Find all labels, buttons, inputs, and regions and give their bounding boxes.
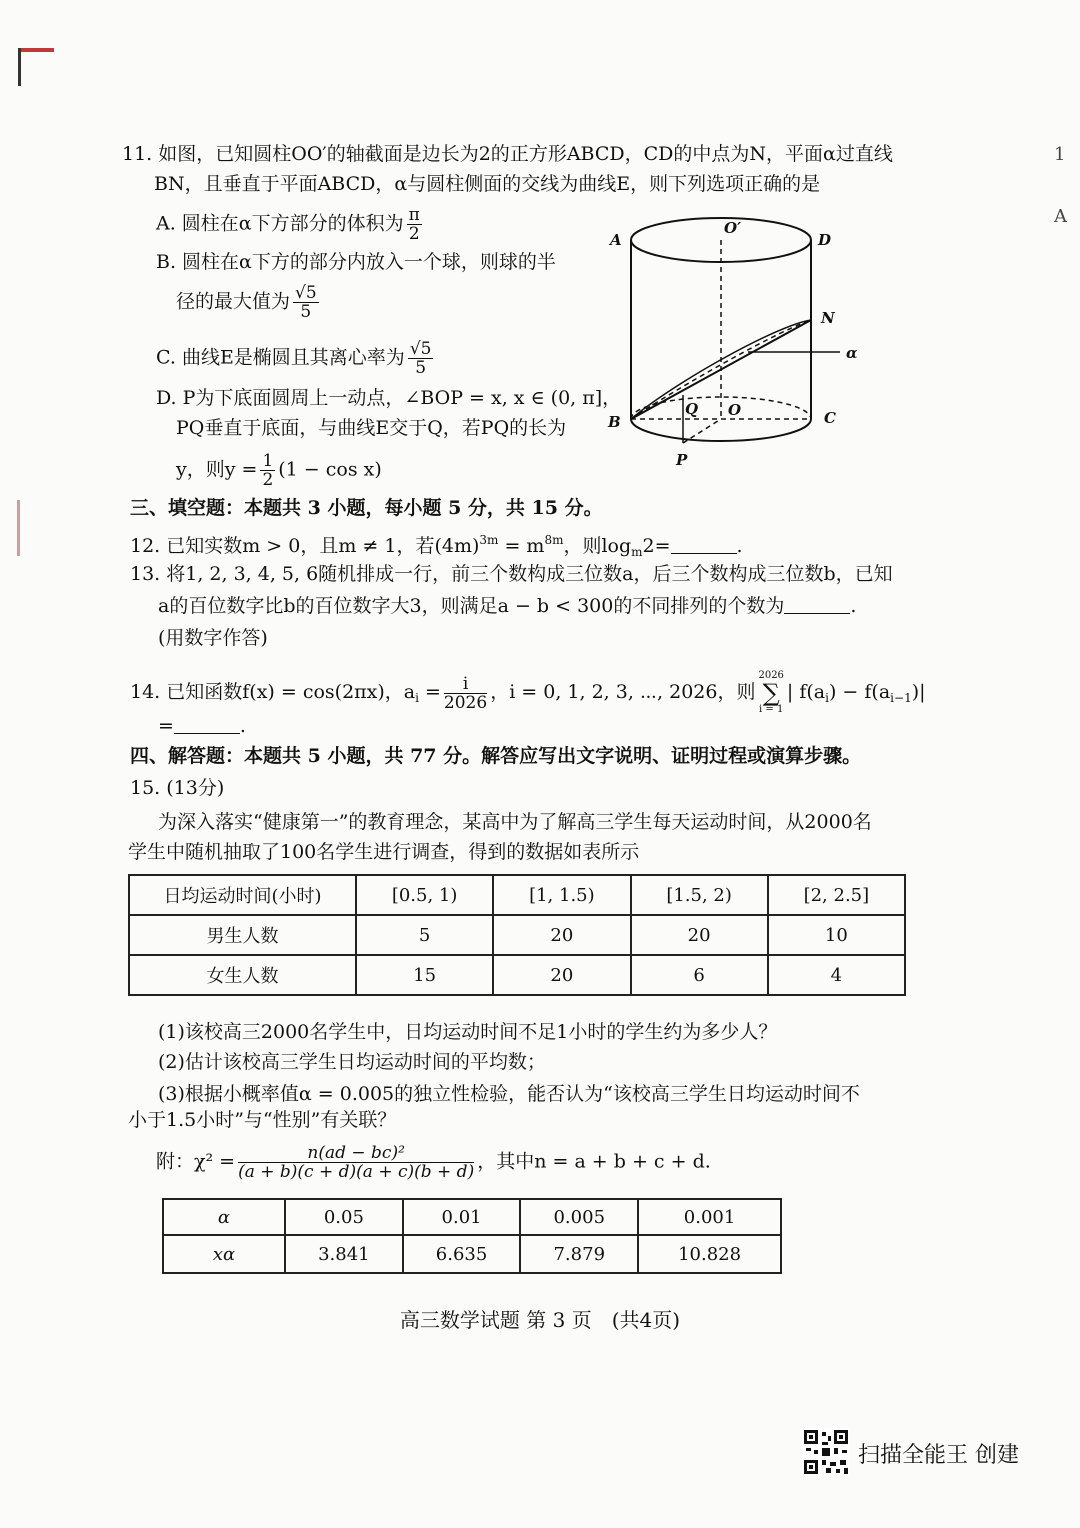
q11-option-d-line2: PQ垂直于底面，与曲线E交于Q，若PQ的长为 bbox=[176, 417, 567, 439]
q14-answer-blank[interactable] bbox=[174, 715, 240, 734]
q11-option-b-line2 bbox=[176, 284, 322, 321]
table-cell: 10.828 bbox=[638, 1235, 781, 1273]
label-c: C bbox=[824, 409, 836, 427]
q12-exponent-1: 3m bbox=[479, 533, 499, 547]
section4-heading: 四、解答题：本题共 5 小题，共 77 分。解答应写出文字说明、证明过程或演算步骤。 bbox=[130, 745, 862, 767]
table-cell: 6.635 bbox=[403, 1235, 521, 1273]
table-cell: 15 bbox=[356, 955, 493, 995]
scanner-watermark bbox=[802, 1428, 1042, 1482]
q12 bbox=[130, 528, 743, 564]
q14-text-d: | f(a bbox=[786, 681, 826, 703]
q12-answer-blank[interactable] bbox=[671, 535, 737, 554]
q14-text-b: = bbox=[418, 681, 441, 703]
q14-text-e: ) − f(a bbox=[828, 681, 891, 703]
table-header-cell: 0.01 bbox=[403, 1199, 521, 1235]
edge-mark-1: 1 bbox=[1054, 144, 1066, 165]
q13-line1: 13. 将1, 2, 3, 4, 5, 6随机排成一行，前三个数构成三位数a，后三个数构成三位数b，已知 bbox=[130, 563, 893, 585]
table-cell: xα bbox=[163, 1235, 285, 1273]
q14-fraction: $\frac{i}{2026}$ bbox=[443, 673, 488, 713]
table-cell: 女生人数 bbox=[129, 955, 356, 995]
q14-equals: = bbox=[158, 715, 174, 737]
scanner-watermark-text: 扫描全能王 创建 bbox=[858, 1443, 1019, 1468]
q12-log-base: m bbox=[631, 545, 643, 559]
label-q: Q bbox=[685, 400, 699, 418]
q13-end: . bbox=[850, 595, 857, 617]
table-header-row bbox=[163, 1199, 781, 1235]
table-header-cell: [2, 2.5] bbox=[768, 875, 905, 915]
label-alpha: α bbox=[846, 344, 858, 362]
q12-text-a: 12. 已知实数m > 0，且m ≠ 1，若(4m) bbox=[130, 535, 480, 557]
table-row bbox=[129, 955, 905, 995]
label-o-prime: O′ bbox=[724, 219, 742, 237]
q11-option-d-line1: D. P为下底面圆周上一动点，∠BOP = x, x ∈ (0, π]， bbox=[156, 387, 622, 409]
q11-option-d-line3 bbox=[176, 452, 382, 489]
formula-prefix: 附：χ² = bbox=[156, 1150, 236, 1173]
q14-subscript-2: i bbox=[825, 691, 829, 705]
q11-option-a bbox=[156, 206, 425, 243]
label-a: A bbox=[610, 231, 622, 249]
table-cell: 6 bbox=[631, 955, 768, 995]
table-cell: 男生人数 bbox=[129, 915, 356, 955]
label-d: D bbox=[818, 231, 832, 249]
table-cell: 20 bbox=[493, 955, 630, 995]
label-o: O bbox=[728, 401, 742, 419]
q15-sub3-line2: 小于1.5小时”与“性别”有关联？ bbox=[128, 1109, 397, 1131]
option-a-fraction: $\frac{\pi}{2}$ bbox=[408, 205, 420, 244]
section3-heading: 三、填空题：本题共 3 小题，每小题 5 分，共 15 分。 bbox=[130, 497, 603, 519]
table-header-cell: 0.05 bbox=[285, 1199, 403, 1235]
table-cell: 3.841 bbox=[285, 1235, 403, 1273]
q15-sub2: (2)估计该校高三学生日均运动时间的平均数； bbox=[158, 1051, 546, 1073]
option-b-fraction: $\frac{√5}{5}$ bbox=[295, 283, 317, 322]
table-header-cell: [1, 1.5) bbox=[493, 875, 630, 915]
q14-summation: 2026 ∑ i = 1 bbox=[758, 670, 784, 715]
q15-sub3-line1: (3)根据小概率值α = 0.005的独立性检验，能否认为“该校高三学生日均运动时间不 bbox=[158, 1083, 860, 1105]
option-c-fraction: $\frac{√5}{5}$ bbox=[409, 339, 432, 378]
q13-line2 bbox=[158, 594, 856, 618]
label-b: B bbox=[608, 413, 621, 431]
edge-mark-2: A bbox=[1054, 206, 1067, 227]
option-d-fraction: $\frac{1}{2}$ bbox=[262, 451, 274, 490]
table-header-cell: 日均运动时间(小时) bbox=[129, 875, 356, 915]
q15-title: 15. (13分) bbox=[130, 777, 225, 799]
q14-subscript: i bbox=[415, 691, 419, 705]
q15-text-2: 学生中随机抽取了100名学生进行调查，得到的数据如表所示 bbox=[128, 841, 640, 863]
q12-end: . bbox=[736, 535, 743, 557]
formula-suffix: ，其中n = a + b + c + d. bbox=[477, 1150, 711, 1173]
table-header-cell: [0.5, 1) bbox=[356, 875, 493, 915]
q11-option-c bbox=[156, 340, 436, 377]
q11-option-b-line1: B. 圆柱在α下方的部分内放入一个球，则球的半 bbox=[156, 251, 556, 273]
page-footer: 高三数学试题 第 3 页 (共4页) bbox=[399, 1308, 681, 1332]
critical-value-table bbox=[162, 1198, 782, 1274]
q13-answer-blank[interactable] bbox=[784, 595, 850, 614]
label-n: N bbox=[821, 309, 835, 327]
q15-sub1: (1)该校高三2000名学生中，日均运动时间不足1小时的学生约为多少人？ bbox=[158, 1021, 778, 1043]
q13-text: a的百位数字比b的百位数字大3，则满足a − b < 300的不同排列的个数为 bbox=[158, 595, 785, 617]
q14 bbox=[130, 670, 926, 716]
option-d-expr: (1 − cos x) bbox=[278, 458, 382, 481]
q12-text-b: = m bbox=[498, 535, 545, 557]
scan-corner-mark bbox=[18, 48, 54, 86]
scan-edge-mark bbox=[17, 500, 20, 556]
option-a-text: A. 圆柱在α下方部分的体积为 bbox=[156, 212, 404, 235]
q14-answer-line bbox=[158, 714, 246, 738]
q14-text-f: )| bbox=[911, 681, 926, 703]
table-cell: 20 bbox=[493, 915, 630, 955]
table-cell: 7.879 bbox=[520, 1235, 638, 1273]
cylinder-diagram bbox=[598, 205, 868, 475]
table-header-cell: α bbox=[163, 1199, 285, 1235]
q12-text-c: ，则log bbox=[563, 535, 632, 557]
q11-line2: BN，且垂直于平面ABCD，α与圆柱侧面的交线为曲线E，则下列选项正确的是 bbox=[154, 173, 821, 195]
option-c-text: C. 曲线E是椭圆且其离心率为 bbox=[156, 346, 405, 369]
table-cell: 5 bbox=[356, 915, 493, 955]
q14-text-a: 14. 已知函数f(x) = cos(2πx)，a bbox=[130, 681, 416, 703]
q14-subscript-3: i−1 bbox=[890, 691, 912, 705]
table-cell: 20 bbox=[631, 915, 768, 955]
table-header-cell: 0.001 bbox=[638, 1199, 781, 1235]
chi-square-formula bbox=[156, 1144, 711, 1181]
q15-text-1: 为深入落实“健康第一”的教育理念，某高中为了解高三学生每天运动时间，从2000名 bbox=[158, 811, 872, 833]
table-header-cell: 0.005 bbox=[520, 1199, 638, 1235]
q12-text-d: 2= bbox=[642, 535, 671, 557]
bottom-front-arc bbox=[631, 419, 811, 441]
option-b-text: 径的最大值为 bbox=[176, 290, 291, 313]
q13-line3: (用数字作答) bbox=[158, 627, 268, 649]
q14-end: . bbox=[239, 715, 246, 737]
q12-exponent-2: 8m bbox=[544, 533, 564, 547]
formula-fraction: $\frac{\text{n(ad − bc)²}}{(a + b)(c + d)(a + c)(b + d)}$ bbox=[238, 1143, 475, 1182]
label-p: P bbox=[676, 451, 688, 469]
table-cell: 4 bbox=[768, 955, 905, 995]
q14-text-c: ，i = 0, 1, 2, 3, ⋯, 2026，则 bbox=[490, 681, 756, 703]
cylinder-figure bbox=[598, 205, 868, 475]
table-header-cell: [1.5, 2) bbox=[631, 875, 768, 915]
qr-code-icon bbox=[802, 1428, 850, 1476]
q11-line1: 11. 如图，已知圆柱OO′的轴截面是边长为2的正方形ABCD，CD的中点为N，平面α过直线 bbox=[122, 143, 893, 165]
table-header-row bbox=[129, 875, 905, 915]
table-row bbox=[163, 1235, 781, 1273]
activity-table bbox=[128, 874, 906, 996]
table-row bbox=[129, 915, 905, 955]
table-cell: 10 bbox=[768, 915, 905, 955]
option-d-eq: y，则y = bbox=[176, 458, 258, 481]
